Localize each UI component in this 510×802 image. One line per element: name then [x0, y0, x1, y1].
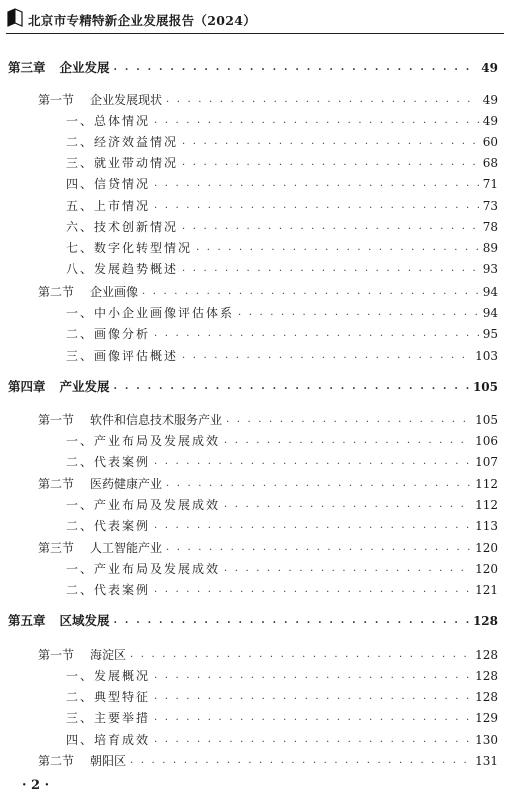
- toc-entry-page: 130: [475, 733, 498, 747]
- dot-leader: [154, 708, 471, 728]
- toc-item[interactable]: [66, 324, 498, 344]
- toc-entry-page: 121: [475, 583, 498, 597]
- dot-leader: [130, 645, 471, 665]
- toc-section[interactable]: [38, 538, 498, 558]
- toc-item[interactable]: [66, 708, 498, 728]
- toc-chapter[interactable]: [8, 611, 498, 631]
- toc-entry-label: [66, 580, 154, 600]
- toc-entry-page: 129: [475, 711, 498, 725]
- toc-item[interactable]: [66, 495, 498, 515]
- toc-entry-title: 四、培育成效: [66, 733, 151, 747]
- toc-entry-page: 71: [482, 177, 498, 191]
- toc-entry-page: 73: [482, 199, 498, 213]
- dot-leader: [182, 153, 479, 173]
- toc-entry-page: 120: [475, 562, 498, 576]
- toc-item[interactable]: [66, 431, 498, 451]
- toc-item[interactable]: [66, 346, 498, 366]
- toc-entry-label: [66, 431, 224, 451]
- toc-entry-title: 区域发展: [59, 613, 110, 628]
- toc-entry-title: 海淀区: [90, 648, 127, 662]
- toc-section[interactable]: [38, 282, 498, 302]
- toc-entry-label: [66, 111, 154, 131]
- toc-entry-title: 二、代表案例: [66, 455, 151, 469]
- dot-leader: [114, 377, 469, 397]
- toc-entry-title: 七、数字化转型情况: [66, 241, 193, 255]
- dot-leader: [130, 751, 471, 771]
- toc-item[interactable]: [66, 153, 498, 173]
- toc-entry-page: 131: [475, 754, 498, 768]
- toc-item[interactable]: [66, 238, 498, 258]
- toc-item[interactable]: [66, 580, 498, 600]
- dot-leader: [182, 346, 471, 366]
- toc-entry-label: [66, 687, 154, 707]
- toc-entry-title: 四、信贷情况: [66, 177, 151, 191]
- toc-entry-title: 企业画像: [90, 285, 139, 299]
- toc-section[interactable]: [38, 645, 498, 665]
- toc-entry-title: 软件和信息技术服务产业: [90, 413, 223, 427]
- toc-entry-label: [66, 196, 154, 216]
- dot-leader: [238, 303, 479, 323]
- toc-entry-label: [8, 611, 114, 631]
- dot-leader: [154, 452, 471, 472]
- dot-leader: [114, 58, 478, 78]
- toc-entry-title: 二、代表案例: [66, 519, 151, 533]
- toc-entry-label: [66, 259, 182, 279]
- dot-leader: [166, 474, 471, 494]
- dot-leader: [154, 687, 471, 707]
- toc-entry-page: 112: [475, 477, 498, 491]
- toc-entry-title: 产业发展: [59, 379, 110, 394]
- dot-leader: [226, 410, 471, 430]
- toc-entry-page: 60: [482, 135, 498, 149]
- toc-item[interactable]: [66, 132, 498, 152]
- toc-item[interactable]: [66, 174, 498, 194]
- toc-entry-title: 一、产业布局及发展成效: [66, 498, 221, 512]
- toc-entry-number: 第四章: [8, 379, 46, 394]
- toc-entry-number: 第五章: [8, 613, 46, 628]
- toc-entry-title: 企业发展现状: [90, 93, 163, 107]
- toc-entry-label: [66, 666, 154, 686]
- toc-entry-label: [38, 410, 226, 430]
- toc-chapter[interactable]: [8, 377, 498, 397]
- toc-entry-page: 106: [475, 434, 498, 448]
- toc-entry-label: [66, 303, 238, 323]
- toc-entry-page: 103: [475, 349, 498, 363]
- toc-entry-page: 113: [475, 519, 498, 533]
- dot-leader: [224, 431, 471, 451]
- toc-chapter[interactable]: [8, 58, 498, 78]
- toc-entry-label: [38, 751, 130, 771]
- dot-leader: [196, 238, 479, 258]
- toc-entry-label: [66, 153, 182, 173]
- dot-leader: [114, 611, 469, 631]
- toc-entry-label: [38, 474, 166, 494]
- dot-leader: [182, 132, 479, 152]
- toc-entry-label: [66, 730, 154, 750]
- toc-entry-title: 朝阳区: [90, 754, 127, 768]
- toc-item[interactable]: [66, 666, 498, 686]
- toc-entry-label: [66, 238, 196, 258]
- dot-leader: [182, 217, 479, 237]
- toc-entry-title: 二、经济效益情况: [66, 135, 179, 149]
- dot-leader: [224, 559, 471, 579]
- toc-entry-title: 二、代表案例: [66, 583, 151, 597]
- toc-entry-title: 人工智能产业: [90, 541, 163, 555]
- dot-leader: [166, 90, 479, 110]
- toc-item[interactable]: [66, 730, 498, 750]
- toc-entry-label: [66, 516, 154, 536]
- toc-entry-title: 八、发展趋势概述: [66, 262, 179, 276]
- dot-leader: [154, 324, 479, 344]
- page-number: · 2 ·: [22, 778, 50, 793]
- toc-entry-page: 94: [482, 306, 498, 320]
- toc-entry-label: [66, 174, 154, 194]
- toc-entry-label: [8, 377, 114, 397]
- toc-entry-label: [38, 645, 130, 665]
- toc-entry-title: 企业发展: [59, 60, 110, 75]
- toc-entry-label: [38, 538, 166, 558]
- toc-entry-page: 68: [482, 156, 498, 170]
- dot-leader: [154, 730, 471, 750]
- toc-entry-label: [66, 132, 182, 152]
- toc-section[interactable]: [38, 474, 498, 494]
- toc-entry-page: 94: [482, 285, 498, 299]
- toc-item[interactable]: [66, 516, 498, 536]
- toc-entry-page: 128: [472, 614, 498, 628]
- toc-entry-number: 第二节: [38, 754, 75, 768]
- toc-entry-title: 二、画像分析: [66, 327, 151, 341]
- toc-entry-page: 49: [482, 114, 498, 128]
- toc-item[interactable]: [66, 217, 498, 237]
- toc-entry-label: [8, 58, 114, 78]
- toc-entry-page: 105: [475, 413, 498, 427]
- dot-leader: [142, 282, 479, 302]
- toc-entry-label: [66, 346, 182, 366]
- toc-entry-number: 第三章: [8, 60, 46, 75]
- toc-item[interactable]: [66, 452, 498, 472]
- toc-entry-label: [38, 90, 166, 110]
- toc-entry-page: 128: [475, 648, 498, 662]
- dot-leader: [154, 174, 479, 194]
- toc-section[interactable]: [38, 751, 498, 771]
- toc-item[interactable]: [66, 259, 498, 279]
- toc-entry-title: 一、产业布局及发展成效: [66, 434, 221, 448]
- toc-entry-title: 三、画像评估概述: [66, 349, 179, 363]
- toc-entry-number: 第一节: [38, 413, 75, 427]
- toc-entry-label: [66, 495, 224, 515]
- toc-entry-title: 一、产业布局及发展成效: [66, 562, 221, 576]
- toc-entry-page: 95: [482, 327, 498, 341]
- toc-entry-page: 78: [482, 220, 498, 234]
- toc-entry-title: 医药健康产业: [90, 477, 163, 491]
- toc-item[interactable]: [66, 687, 498, 707]
- toc-entry-title: 五、上市情况: [66, 199, 151, 213]
- dot-leader: [154, 666, 471, 686]
- toc-entry-title: 三、主要举措: [66, 711, 151, 725]
- dot-leader: [154, 196, 479, 216]
- toc-item[interactable]: [66, 303, 498, 323]
- dot-leader: [154, 580, 471, 600]
- dot-leader: [166, 538, 471, 558]
- toc-entry-page: 128: [475, 669, 498, 683]
- toc-entry-label: [66, 452, 154, 472]
- toc-entry-title: 二、典型特征: [66, 690, 151, 704]
- dot-leader: [154, 516, 471, 536]
- dot-leader: [154, 111, 479, 131]
- dot-leader: [182, 259, 479, 279]
- toc-entry-page: 128: [475, 690, 498, 704]
- toc-entry-title: 三、就业带动情况: [66, 156, 179, 170]
- toc-entry-label: [38, 282, 142, 302]
- toc-entry-page: 49: [482, 93, 498, 107]
- dot-leader: [224, 495, 471, 515]
- toc-entry-label: [66, 324, 154, 344]
- toc-entry-label: [66, 708, 154, 728]
- toc-entry-number: 第三节: [38, 541, 75, 555]
- toc-entry-number: 第一节: [38, 93, 75, 107]
- toc-item[interactable]: [66, 111, 498, 131]
- toc-entry-label: [66, 559, 224, 579]
- header-title: 北京市专精特新企业发展报告（2024）: [28, 13, 256, 28]
- toc-section[interactable]: [38, 410, 498, 430]
- toc-section[interactable]: [38, 90, 498, 110]
- toc-entry-number: 第二节: [38, 285, 75, 299]
- toc-entry-page: 107: [475, 455, 498, 469]
- toc-entry-page: 120: [475, 541, 498, 555]
- toc-entry-page: 89: [482, 241, 498, 255]
- toc-entry-number: 第二节: [38, 477, 75, 491]
- toc-entry-title: 一、中小企业画像评估体系: [66, 306, 235, 320]
- toc-entry-page: 105: [472, 380, 498, 394]
- toc-entry-label: [66, 217, 182, 237]
- toc-item[interactable]: [66, 196, 498, 216]
- toc-entry-number: 第一节: [38, 648, 75, 662]
- toc-entry-page: 112: [475, 498, 498, 512]
- toc-item[interactable]: [66, 559, 498, 579]
- toc-entry-page: 49: [481, 61, 498, 75]
- toc-entry-title: 一、总体情况: [66, 114, 151, 128]
- toc-entry-title: 六、技术创新情况: [66, 220, 179, 234]
- toc-entry-title: 一、发展概况: [66, 669, 151, 683]
- toc-entry-page: 93: [482, 262, 498, 276]
